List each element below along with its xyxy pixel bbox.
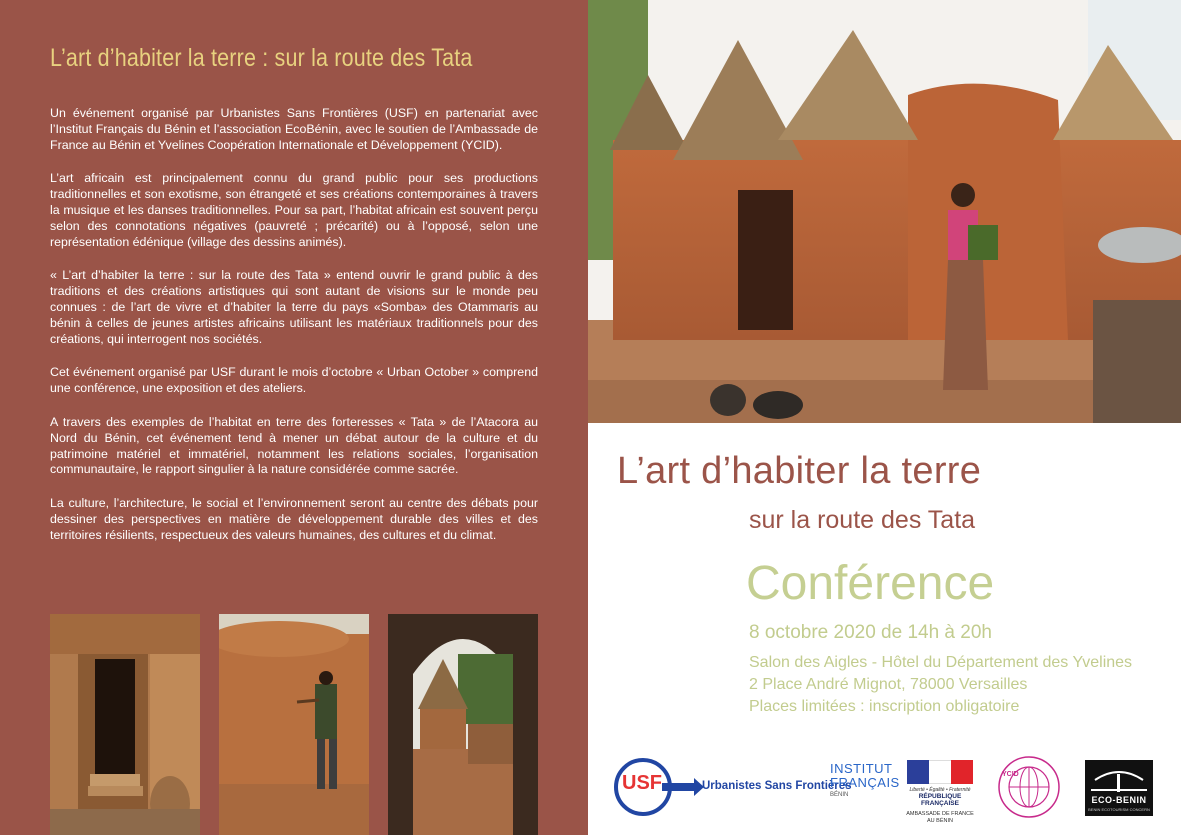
event-address: 2 Place André Mignot, 78000 Versailles	[749, 676, 1028, 693]
institut-francais-logo[interactable]	[830, 762, 900, 798]
usf-name: Urbanistes Sans Frontières	[702, 780, 852, 792]
arrow-right-icon	[662, 783, 696, 791]
paragraph: L’art africain est principalement connu du grand public pour ses productions traditionnelles et son exotisme, son étrangeté et ses créations contemporaines à travers la musique et les danses traditionnelles. Pour sa part, l’habitat africain est souvent perçu selon des connotations négatives (pauvreté ; précarité) ou à l’opposé, selon une représentation édénique (village des dessins animés).	[50, 171, 538, 249]
paragraph: Cet événement organisé par USF durant le mois d’octobre « Urban October » comprend une conférence, une exposition et des ateliers.	[50, 365, 538, 396]
photo-doorway	[50, 614, 200, 835]
event-type: Conférence	[746, 557, 995, 610]
left-panel	[0, 0, 588, 835]
republique-francaise-logo[interactable]	[905, 760, 975, 825]
paragraph: « L’art d’habiter la terre : sur la route des Tata » entend ouvrir le grand public à des traditions et des créations artistiques qui sont autant de visions sur le monde peu connues : de l’art de vivre et d’habiter la terre du pays «Somba» des Otammaris au bénin à celles de jeunes artistes africains utilisant les matériaux traditionnels pour des créations, qui interrogent nos sociétés.	[50, 268, 538, 346]
usf-abbr: USF	[622, 772, 662, 794]
event-note: Places limitées : inscription obligatoire	[749, 698, 1020, 715]
institut-line2: FRANÇAIS	[830, 775, 900, 790]
event-subtitle: sur la route des Tata	[749, 506, 976, 534]
institut-line1: INSTITUT	[830, 761, 893, 776]
rf-motto: Liberté • Égalité • Fraternité	[909, 787, 971, 793]
photo-village-view	[388, 614, 538, 835]
french-flag-icon	[907, 760, 973, 784]
rf-ambassade	[905, 811, 975, 825]
photo-builder	[219, 614, 369, 835]
event-date: 8 octobre 2020 de 14h à 20h	[749, 622, 992, 643]
rf-amb-line2: AU BÉNIN	[927, 818, 953, 824]
event-venue: Salon des Aigles - Hôtel du Département des Yvelines	[749, 654, 1133, 671]
paragraph: A travers des exemples de l’habitat en terre des forteresses « Tata » de l’Atacora au Nord du Bénin, cet événement tend à mener un débat autour de la culture et du patrimoine matériel et immatériel, notamment les relations sociales, l’organisation communautaire, le rapport singulier à la nature considérée comme sacrée.	[50, 414, 538, 477]
left-title: L’art d’habiter la terre : sur la route des Tata	[50, 44, 473, 72]
event-title: L’art d’habiter la terre	[617, 450, 982, 492]
ycid-text: YCID	[1002, 771, 1019, 778]
rf-name: RÉPUBLIQUE FRANÇAISE	[918, 793, 962, 807]
event-details	[749, 652, 1132, 718]
institut-line3: BÉNIN	[830, 792, 849, 798]
tree-icon	[1085, 760, 1153, 794]
ycid-globe-icon	[994, 754, 1064, 820]
ycid-logo[interactable]	[994, 754, 1064, 820]
partner-logos	[600, 752, 1181, 822]
eco-benin-logo[interactable]	[1085, 760, 1153, 816]
rf-amb-line1: AMBASSADE DE FRANCE	[906, 811, 974, 817]
paragraph: La culture, l’architecture, le social et l’environnement seront au centre des débats pour dessiner des perspectives en matière de développement durable des villes et des territoires résilients, respectueux des valeurs humaines, des cultures et du climat.	[50, 496, 538, 542]
main-photo-tata-house	[588, 0, 1181, 423]
eco-name: ECO-BENIN	[1091, 795, 1147, 805]
paragraph: Un événement organisé par Urbanistes Sans Frontières (USF) en partenariat avec l’Institut Français du Bénin et l’association EcoBénin, avec le soutien de l’Ambassade de France au Bénin et Yvelines Coopération Internationale et Développement (YCID).	[50, 106, 538, 152]
eco-sub: BENIN ECOTOURISM CONCERN	[1088, 807, 1150, 812]
intro-text	[50, 106, 538, 562]
